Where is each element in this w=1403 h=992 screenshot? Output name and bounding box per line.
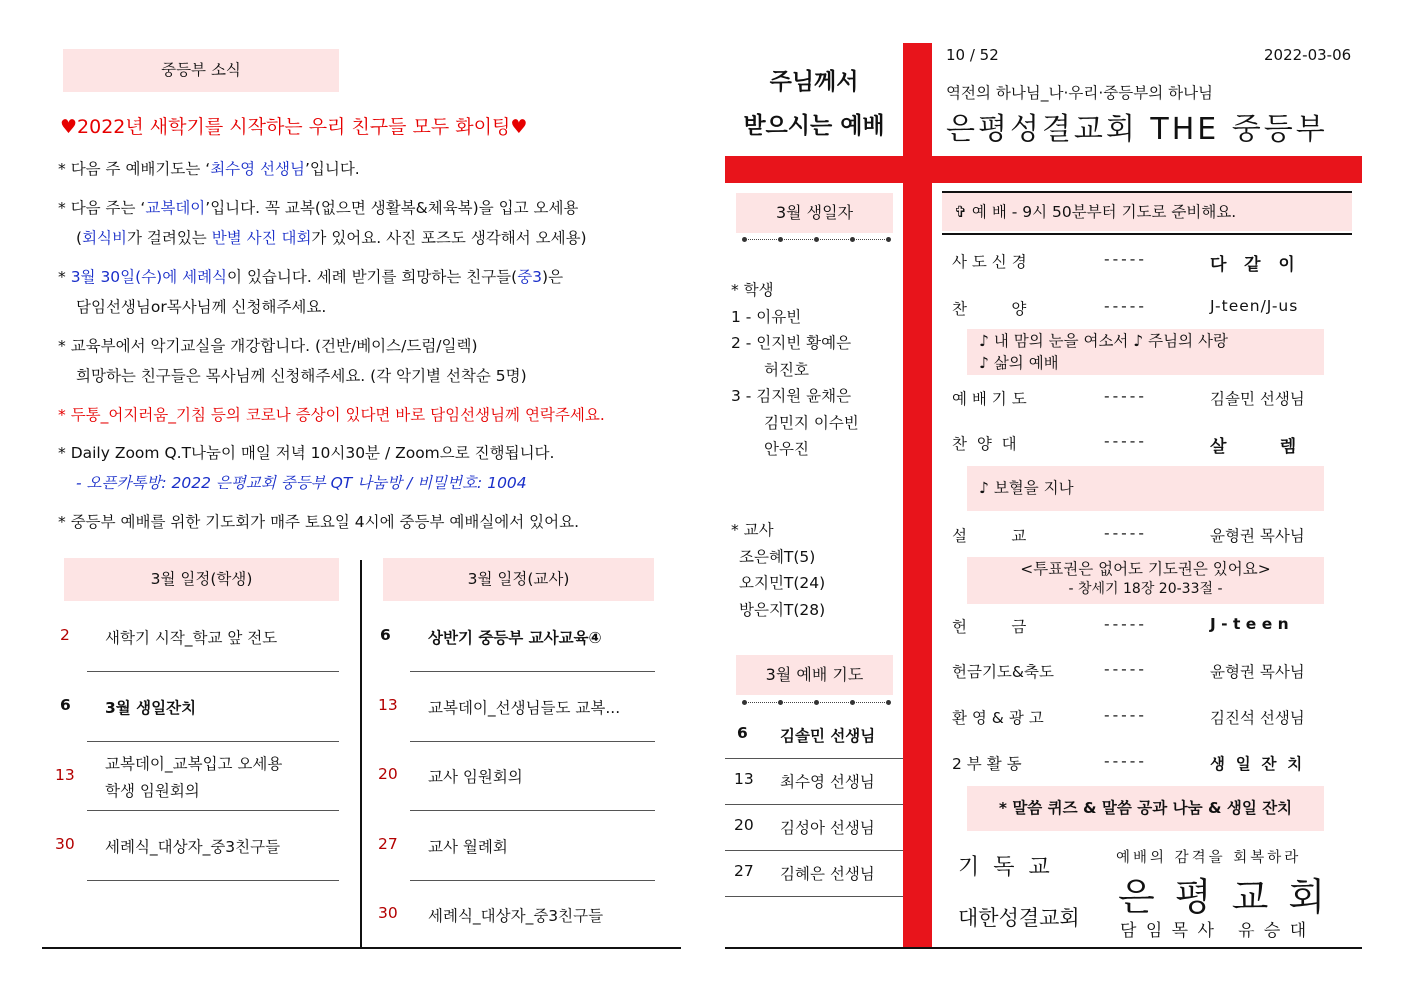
left-bottom-rule bbox=[42, 947, 681, 949]
schedule-line bbox=[87, 671, 339, 672]
news-item: * 두통_어지러움_기침 등의 코로나 증상이 있다면 바로 담임선생님께 연락주세요. bbox=[58, 406, 605, 424]
student-schedule-title: 3월 일정(학생) bbox=[150, 570, 253, 588]
hymn-box: ♪ 내 맘의 눈을 여소서 ♪ 주님의 사랑 ♪ 삶의 예배 bbox=[967, 329, 1324, 375]
dot bbox=[814, 700, 819, 705]
schedule-line bbox=[410, 880, 655, 881]
prayer-line bbox=[725, 896, 903, 897]
birthday-title: 3월 생일자 bbox=[775, 203, 854, 222]
schedule-line bbox=[87, 741, 339, 742]
bullet: * bbox=[58, 444, 66, 462]
news-item: * 교육부에서 악기교실을 개강합니다. (건반/베이스/드럼/일렉) 희망하는 친구들은 목사님께 신청해주세요. (각 악기별 선착순 5명) bbox=[58, 337, 527, 385]
church-title: 은평성결교회 THE 중등부 bbox=[946, 112, 1328, 147]
prayer-title-box bbox=[736, 655, 893, 695]
dot bbox=[742, 700, 747, 705]
prayer-title: 3월 예배 기도 bbox=[765, 665, 864, 684]
subtitle: 역전의 하나님_나·우리·중등부의 하나님 bbox=[946, 84, 1214, 102]
birthday-title-box bbox=[736, 193, 893, 233]
prayer-line bbox=[725, 850, 903, 851]
teacher-schedule-title: 3월 일정(교사) bbox=[467, 570, 570, 588]
footer-pastor: 담 임 목 사 유 승 대 bbox=[1120, 921, 1309, 941]
schedule-line bbox=[87, 810, 339, 811]
news-item: * 중등부 예배를 위한 기도회가 매주 토요일 4시에 중등부 예배실에서 있어요. bbox=[58, 513, 580, 531]
activity-box bbox=[967, 786, 1324, 831]
schedule-divider bbox=[360, 560, 362, 948]
sermon-reference: - 창세기 18장 20-33절 - bbox=[1068, 581, 1223, 597]
birthday-students: * 학생 1 - 이유빈 2 - 인지빈 황예은 허진호 3 - 김지원 윤채은 김민지 이수빈 안우진 bbox=[731, 281, 859, 458]
bullet: * bbox=[58, 268, 66, 286]
worship-header-box bbox=[942, 193, 1352, 231]
hymn-box: ♪ 보혈을 지나 bbox=[967, 466, 1324, 511]
headline: ♥2022년 새학기를 시작하는 우리 친구들 모두 화이팅♥ bbox=[60, 116, 528, 138]
dot bbox=[778, 700, 783, 705]
bullet: * bbox=[58, 337, 66, 355]
dot bbox=[886, 237, 891, 242]
sermon-box bbox=[967, 557, 1324, 604]
prayer-line bbox=[725, 804, 903, 805]
issue-number: 10 / 52 bbox=[946, 46, 999, 64]
denomination-1: 기 독 교 bbox=[958, 855, 1050, 880]
activity: * 말씀 퀴즈 & 말씀 공과 나눔 & 생일 잔치 bbox=[998, 799, 1293, 817]
right-bottom-rule bbox=[725, 947, 1362, 949]
news-item: * 다음 주는 ‘교복데이’입니다. 꼭 교복(없으면 생활복&체육복)을 입고 오세용 (회식비가 걸려있는 반별 사진 대회가 있어요. 사진 포즈도 생각해서 오세용) bbox=[58, 199, 587, 247]
news-item: * 3월 30일(수)에 세례식이 있습니다. 세례 받기를 희망하는 친구들(중3)은 담임선생님or목사님께 신청해주세요. bbox=[58, 268, 564, 316]
motto: 주님께서 받으시는 예배 bbox=[743, 69, 885, 139]
worship-header-rule bbox=[942, 233, 1352, 235]
sermon-title: <투표권은 없어도 기도권은 있어요> bbox=[1020, 560, 1271, 578]
news-title-box bbox=[63, 49, 339, 92]
schedule-line bbox=[410, 741, 655, 742]
prayer-line bbox=[725, 758, 903, 759]
bullet: * bbox=[58, 160, 66, 178]
dot bbox=[742, 237, 747, 242]
dot bbox=[814, 237, 819, 242]
bullet: * bbox=[58, 406, 66, 424]
news-title: 중등부 소식 bbox=[161, 61, 241, 79]
footer-church: 은 평 교 회 bbox=[1118, 875, 1330, 919]
birthday-teachers: * 교사 조은혜T(5) 오지민T(24) 방은지T(28) bbox=[731, 521, 826, 619]
dot bbox=[850, 700, 855, 705]
news-item: * Daily Zoom Q.T나눔이 매일 저녁 10시30분 / Zoom으로 진행됩니다. - 오픈카톡방: 2022 은평교회 중등부 QT 나눔방 / 비밀번호: 1004 bbox=[58, 444, 555, 492]
cross-horizontal bbox=[725, 156, 1362, 183]
dot bbox=[886, 700, 891, 705]
bullet: * bbox=[58, 513, 66, 531]
denomination-2: 대한성결교회 bbox=[958, 906, 1080, 930]
dot bbox=[850, 237, 855, 242]
worship-header: ✞ 예 배 - 9시 50분부터 기도로 준비해요. bbox=[954, 203, 1237, 221]
bullet: * bbox=[58, 199, 66, 217]
news-item: * 다음 주 예배기도는 ‘최수영 선생님’입니다. bbox=[58, 160, 360, 178]
dot bbox=[778, 237, 783, 242]
schedule-line bbox=[410, 671, 655, 672]
issue-date: 2022-03-06 bbox=[1264, 46, 1352, 64]
teacher-schedule-title-box bbox=[383, 558, 654, 601]
footer-slogan: 예배의 감격을 회복하라 bbox=[1116, 850, 1302, 866]
schedule-line bbox=[87, 880, 339, 881]
schedule-line bbox=[410, 810, 655, 811]
student-schedule-title-box bbox=[64, 558, 339, 601]
